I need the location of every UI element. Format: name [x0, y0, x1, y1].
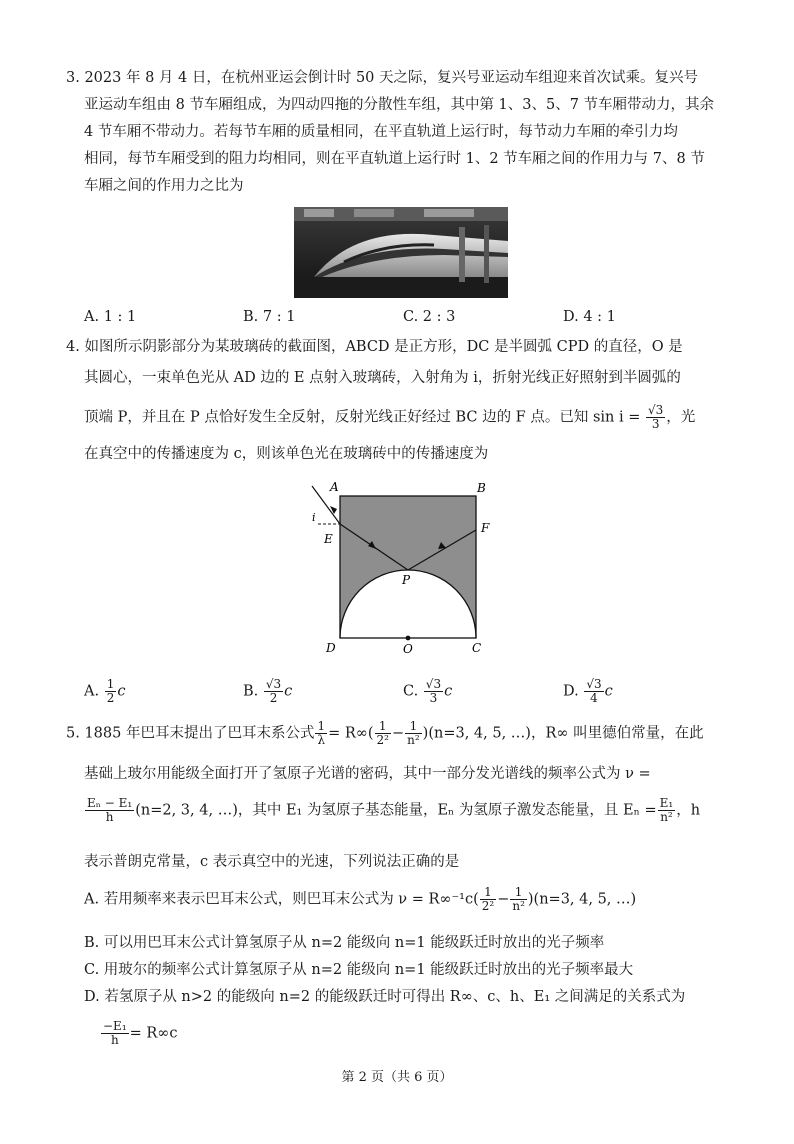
page-footer: 第 2 页（共 6 页） [341, 1070, 453, 1085]
q5-frac-en-num: E₁ [659, 796, 674, 810]
q5-option-b: B. 可以用巴耳末公式计算氢原子从 n=2 能级向 n=1 能级跃迁时放出的光子频率 [84, 935, 605, 951]
sin-i-denominator: 3 [651, 417, 660, 431]
q5-frac-3-den: n² [407, 733, 420, 747]
q5-frac-energy [85, 797, 134, 824]
q4-option-c [403, 678, 452, 705]
q5-frac-energy-num: Eₙ − E₁ [87, 796, 133, 810]
q3-option-b: B. 7 : 1 [243, 309, 296, 325]
q3-option-a: A. 1 : 1 [84, 309, 137, 325]
q5-line-3-text: (n=2, 3, 4, …)，其中 E₁ 为氢原子基态能量，Eₙ 为氢原子激发态能量，且 Eₙ = [135, 802, 657, 819]
q5-option-a-text: A. 若用频率来表示巴耳末公式，则巴耳末公式为 ν = R∞⁻¹c( [84, 891, 479, 908]
q5-option-d-frac [101, 1020, 129, 1047]
q4-option-b-den: 2 [269, 691, 278, 705]
q4-option-b-letter: B. [243, 683, 259, 700]
q4-option-c-den: 3 [429, 691, 438, 705]
q4-option-d-tail: c [604, 683, 613, 700]
q5-option-a-frac-1 [480, 886, 496, 913]
q3-line-3: 4 节车厢不带动力。若每节车厢的质量相同，在平直轨道上运行时，每节动力车厢的牵引力均 [84, 124, 678, 140]
q4-line-3 [84, 404, 695, 431]
q5-line-3 [84, 797, 700, 824]
q5-frac-2 [375, 720, 391, 747]
q5-frac-3-num: 1 [405, 720, 422, 734]
q5-frac-en-den: n² [660, 810, 673, 824]
q5-option-a-frac-2 [510, 886, 527, 913]
q4-line-3-text: 顶端 P，并且在 P 点恰好发生全反射，反射光线正好经过 BC 边的 F 点。已知 sin i = [84, 409, 641, 426]
q5-frac-energy-den: h [105, 810, 114, 824]
label-p: P [402, 573, 411, 587]
q5-line-1-start: 5. 1885 年巴耳末提出了巴耳末系公式 [66, 725, 315, 742]
q4-option-a-fraction [105, 678, 117, 705]
q3-option-d: D. 4 : 1 [563, 309, 616, 325]
label-d: D [326, 641, 336, 655]
q3-line-1: 3. 2023 年 8 月 4 日，在杭州亚运会倒计时 50 天之际，复兴号亚运动车组迎来首次试乘。复兴号 [66, 70, 699, 86]
q5-option-a-frac-1-num: 1 [480, 886, 496, 900]
q5-frac-1-lambda [315, 720, 327, 747]
q5-option-a-frac-2-den: n² [512, 899, 525, 913]
q4-option-a-num: 1 [106, 677, 115, 691]
q4-option-a [84, 678, 125, 705]
q4-option-a-tail: c [117, 683, 126, 700]
q5-frac-en [658, 797, 676, 824]
q4-option-b-fraction [264, 678, 283, 705]
q4-option-b-tail: c [284, 683, 293, 700]
q4-option-c-tail: c [444, 683, 453, 700]
q5-line-3-end: ，h [676, 802, 701, 819]
q5-line-1 [66, 720, 704, 747]
q5-option-a-minus: − [497, 891, 510, 908]
q5-option-a [84, 886, 636, 913]
label-o: O [403, 642, 413, 656]
label-i: i [312, 511, 316, 524]
q3-option-c: C. 2 : 3 [403, 309, 456, 325]
q5-option-a-end: )(n=3, 4, 5, …) [527, 891, 637, 908]
q4-option-a-letter: A. [84, 683, 100, 700]
q4-option-b [243, 678, 292, 705]
q4-option-d-num: √3 [586, 677, 602, 691]
q5-option-a-frac-1-den: 2² [481, 899, 495, 913]
q5-line-2: 基础上玻尔用能级全面打开了氢原子光谱的密码，其中一部分发光谱线的频率公式为 ν = [84, 766, 651, 782]
q4-line-2: 其圆心，一束单色光从 AD 边的 E 点射入玻璃砖，入射角为 i，折射光线正好照射到半圆弧的 [84, 370, 681, 386]
q4-line-3-tail: ，光 [666, 409, 696, 426]
q4-option-d-den: 4 [590, 691, 598, 705]
sin-i-numerator: √3 [648, 403, 664, 417]
q5-option-c: C. 用玻尔的频率公式计算氢原子从 n=2 能级向 n=1 能级跃迁时放出的光子频率最大 [84, 962, 634, 978]
q3-line-4: 相同，每节车厢受到的阻力均相同，则在平直轨道上运行时 1、2 节车厢之间的作用力与 7、8 节 [84, 151, 705, 167]
q4-option-b-num: √3 [265, 677, 282, 691]
label-b: B [477, 481, 486, 495]
q4-option-a-den: 2 [106, 691, 115, 705]
q4-option-d-fraction [584, 678, 603, 705]
q3-line-5: 车厢之间的作用力之比为 [84, 178, 244, 194]
q5-option-d-frac-den: h [110, 1033, 119, 1047]
q5-frac-2-num: 1 [375, 720, 391, 734]
q5-option-d-frac-num: −E₁ [103, 1019, 127, 1033]
q4-line-1: 4. 如图所示阴影部分为某玻璃砖的截面图，ABCD 是正方形，DC 是半圆弧 CPD 的直径，O 是 [66, 339, 683, 355]
q5-option-d-tail: = R∞c [129, 1025, 178, 1042]
train-photo [294, 207, 508, 298]
label-c: C [472, 641, 482, 655]
q5-line-4: 表示普朗克常量，c 表示真空中的光速，下列说法正确的是 [84, 854, 460, 870]
q5-line-1-end: )(n=3, 4, 5, …)，R∞ 叫里德伯常量，在此 [422, 725, 704, 742]
q4-option-c-letter: C. [403, 683, 419, 700]
q5-frac-1-num: 1 [317, 719, 326, 733]
q5-line-1-mid: = R∞( [328, 725, 374, 742]
q3-line-2: 亚运动车组由 8 节车厢组成，为四动四拖的分散性车组，其中第 1、3、5、7 节车厢带动力，其余 [84, 97, 715, 113]
q4-option-d [563, 678, 613, 705]
q5-frac-1-den: λ [317, 733, 326, 747]
glass-brick-diagram [300, 478, 510, 658]
label-e: E [324, 532, 333, 546]
q5-frac-2-den: 2² [376, 733, 389, 747]
center-point-o [406, 636, 411, 641]
q4-option-c-fraction [424, 678, 443, 705]
q5-option-d-formula [100, 1020, 178, 1047]
sin-i-fraction [646, 404, 665, 431]
q5-option-a-frac-2-num: 1 [510, 886, 527, 900]
label-a: A [330, 480, 339, 494]
q4-option-c-num: √3 [425, 677, 442, 691]
q5-frac-3 [405, 720, 422, 747]
q4-option-d-letter: D. [563, 683, 579, 700]
q5-line-1-minus: − [391, 725, 405, 742]
q4-line-4: 在真空中的传播速度为 c，则该单色光在玻璃砖中的传播速度为 [84, 446, 489, 462]
q5-option-d: D. 若氢原子从 n>2 的能级向 n=2 的能级跃迁时可得出 R∞、c、h、E₁ 之间满足的关系式为 [84, 989, 686, 1005]
label-f: F [481, 521, 490, 535]
